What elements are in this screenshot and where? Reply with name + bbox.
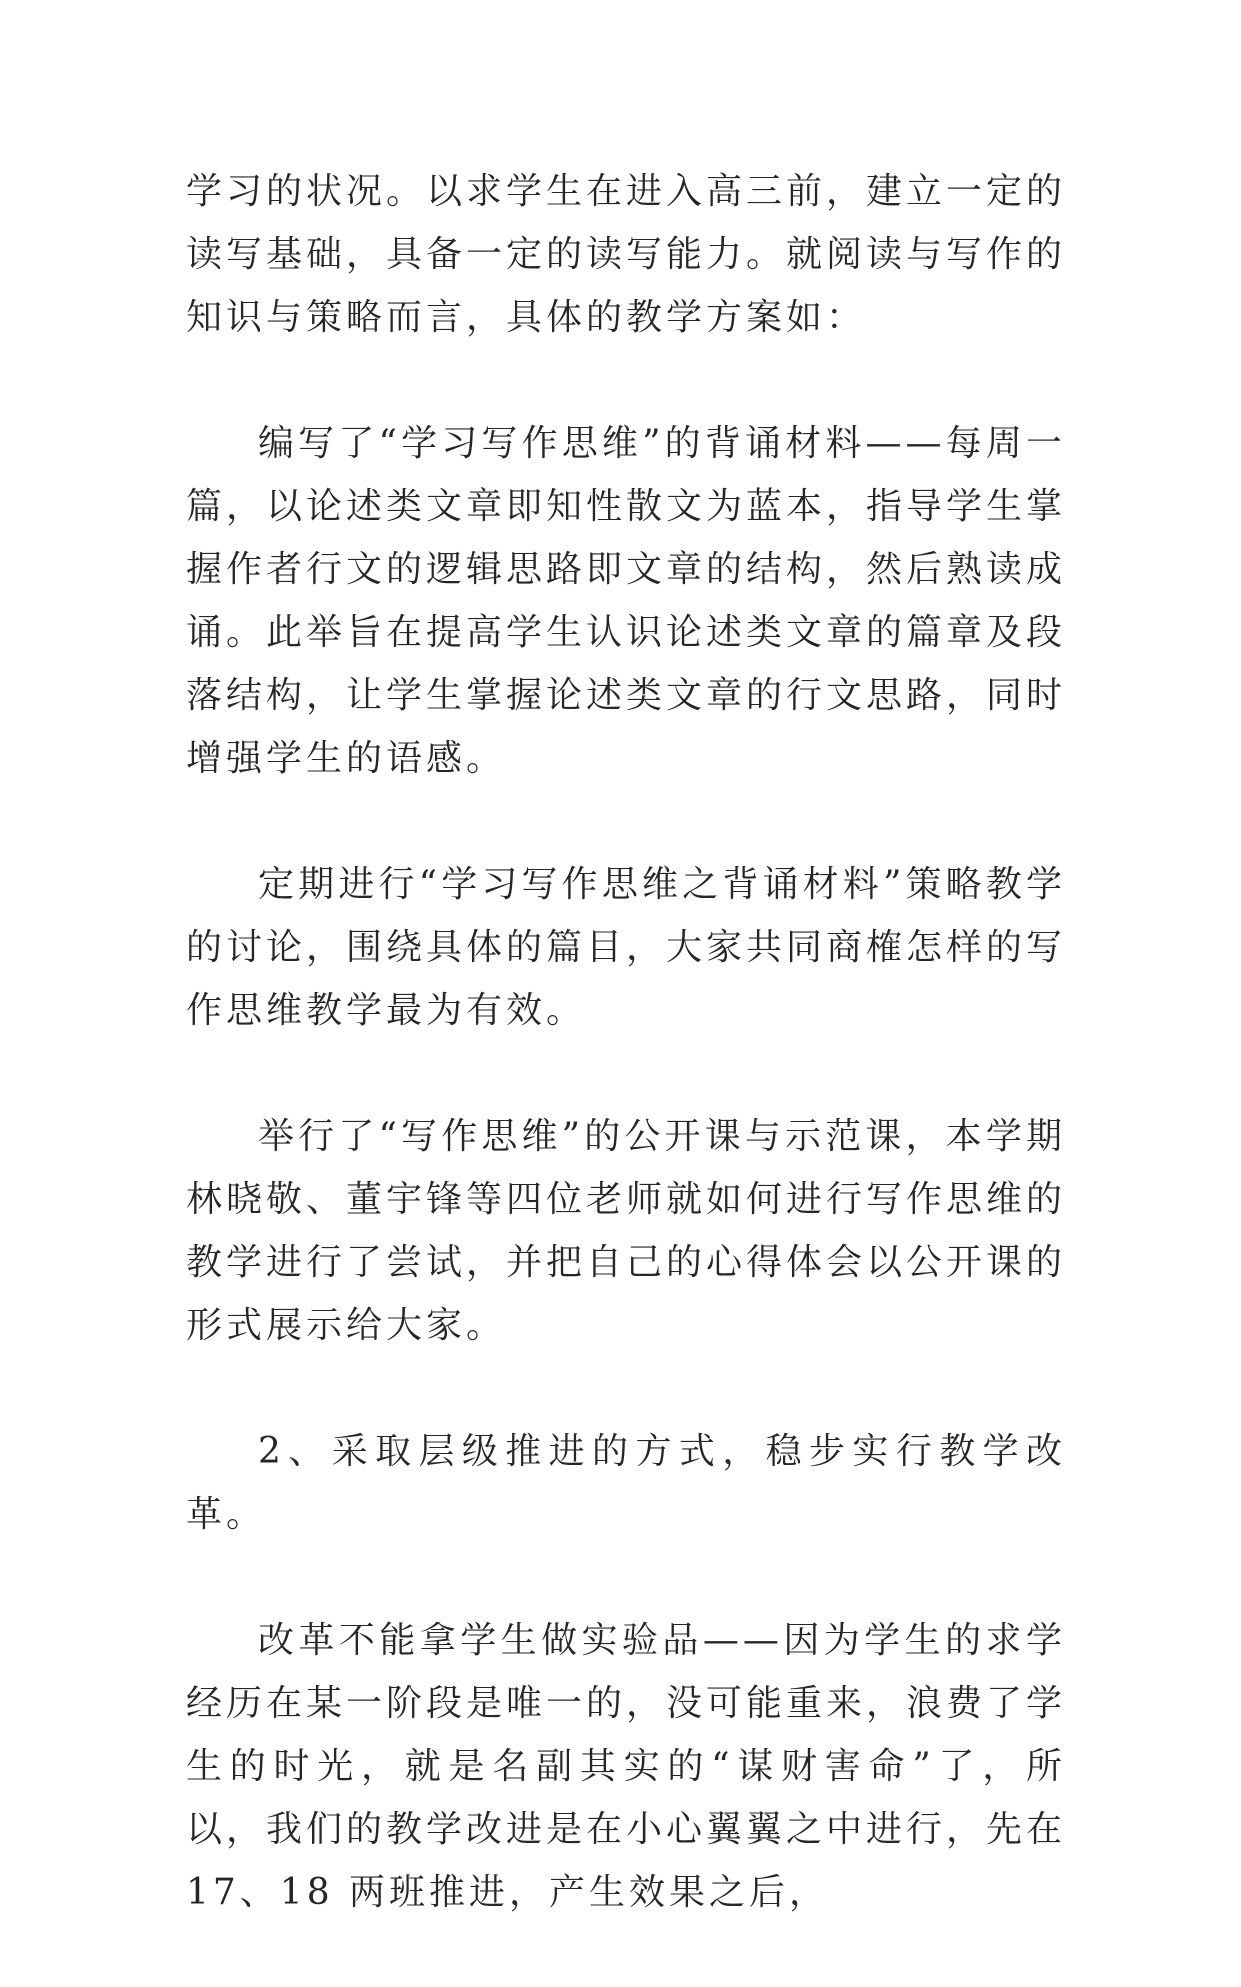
paragraph-continuation: 学习的状况。以求学生在进入高三前，建立一定的读写基础，具备一定的读写能力。就阅读与写作的知识与策略而言，具体的教学方案如： <box>186 171 1067 338</box>
section-heading-2: 2、采取层级推进的方式，稳步实行教学改革。 <box>186 1431 1066 1535</box>
paragraph-recitation-materials: 编写了“学习写作思维”的背诵材料——每周一篇，以论述类文章即知性散文为蓝本，指导学生掌握作者行文的逻辑思路即文章的结构，然后熟读成诵。此举旨在提高学生认识论述类文章的篇章及段落结构，让学生掌握论述类文章的行文思路，同时增强学生的语感。 <box>186 423 1067 779</box>
paragraph-regular-discussion: 定期进行“学习写作思维之背诵材料”策略教学的讨论，围绕具体的篇目，大家共同商榷怎样的写作思维教学最为有效。 <box>186 864 1067 1031</box>
paragraph-open-class: 举行了“写作思维”的公开课与示范课，本学期林晓敬、董宇锋等四位老师就如何进行写作思维的教学进行了尝试，并把自己的心得体会以公开课的形式展示给大家。 <box>186 1116 1067 1346</box>
paragraph-reform: 改革不能拿学生做实验品——因为学生的求学经历在某一阶段是唯一的，没可能重来，浪费了学生的时光，就是名副其实的“谋财害命”了，所以，我们的教学改进是在小心翼翼之中进行，先在 17、18 两班推进，产生效果之后， <box>186 1620 1067 1913</box>
document-body <box>186 160 1066 1987</box>
